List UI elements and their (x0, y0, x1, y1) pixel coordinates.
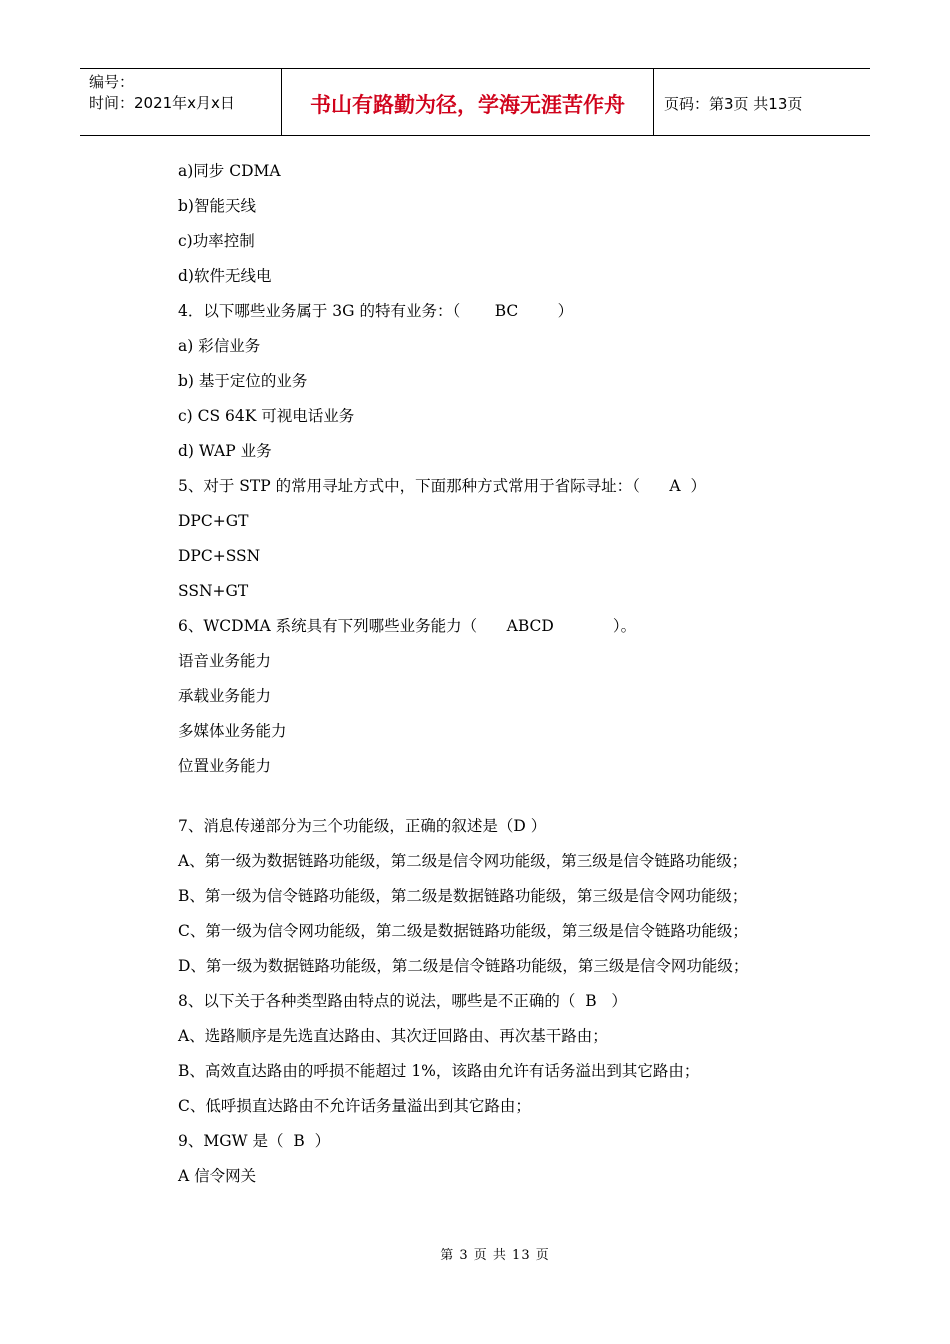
question-line: 8、以下关于各种类型路由特点的说法，哪些是不正确的（ B ） (178, 992, 627, 1010)
text-line: c) CS 64K 可视电话业务 (178, 407, 355, 425)
header-motto: 书山有路勤为径，学海无涯苦作舟 (282, 69, 654, 135)
text-line: 语音业务能力 (178, 652, 272, 670)
text-line: d)软件无线电 (178, 267, 272, 285)
header-page-label: 页码：第3页 共13页 (664, 94, 803, 113)
header-code-label: 编号： (89, 73, 135, 91)
question-line: 6、WCDMA 系统具有下列哪些业务能力（ ABCD ）。 (178, 617, 637, 635)
text-line: A、选路顺序是先选直达路由、其次迂回路由、再次基干路由； (178, 1027, 608, 1045)
document-body (178, 157, 838, 1197)
page-header (80, 68, 870, 136)
header-time-label: 时间：2021年x月x日 (89, 94, 235, 112)
text-line: 位置业务能力 (178, 757, 272, 775)
question-line: 7、消息传递部分为三个功能级，正确的叙述是（D ） (178, 817, 547, 835)
question-line: 4．以下哪些业务属于 3G 的特有业务：（ BC ） (178, 302, 574, 320)
text-line: d) WAP 业务 (178, 442, 272, 460)
question-line: 9、MGW 是（ B ） (178, 1132, 331, 1150)
text-line: DPC+GT (178, 512, 249, 530)
text-line: a)同步 CDMA (178, 162, 281, 180)
text-line: 多媒体业务能力 (178, 722, 287, 740)
text-line: DPC+SSN (178, 547, 261, 565)
text-line: a) 彩信业务 (178, 337, 261, 355)
text-line: A、第一级为数据链路功能级，第二级是信令网功能级，第三级是信令链路功能级； (178, 852, 748, 870)
text-line: 承载业务能力 (178, 687, 272, 705)
question-line: 5、对于 STP 的常用寻址方式中，下面那种方式常用于省际寻址：（ A ） (178, 477, 706, 495)
text-line: B、高效直达路由的呼损不能超过 1%，该路由允许有话务溢出到其它路由； (178, 1062, 700, 1080)
header-meta (80, 69, 282, 135)
text-line: b)智能天线 (178, 197, 256, 215)
text-line: SSN+GT (178, 582, 249, 600)
page-footer: 第 3 页 共 13 页 (440, 1248, 550, 1263)
text-line: D、第一级为数据链路功能级，第二级是信令链路功能级，第三级是信令网功能级； (178, 957, 749, 975)
text-line: C、低呼损直达路由不允许话务量溢出到其它路由； (178, 1097, 531, 1115)
text-line: b) 基于定位的业务 (178, 372, 308, 390)
blank-line (178, 787, 838, 812)
text-line: A 信令网关 (178, 1167, 257, 1185)
text-line: c)功率控制 (178, 232, 255, 250)
text-line: C、第一级为信令网功能级，第二级是数据链路功能级，第三级是信令链路功能级； (178, 922, 748, 940)
text-line: B、第一级为信令链路功能级，第二级是数据链路功能级，第三级是信令网功能级； (178, 887, 748, 905)
